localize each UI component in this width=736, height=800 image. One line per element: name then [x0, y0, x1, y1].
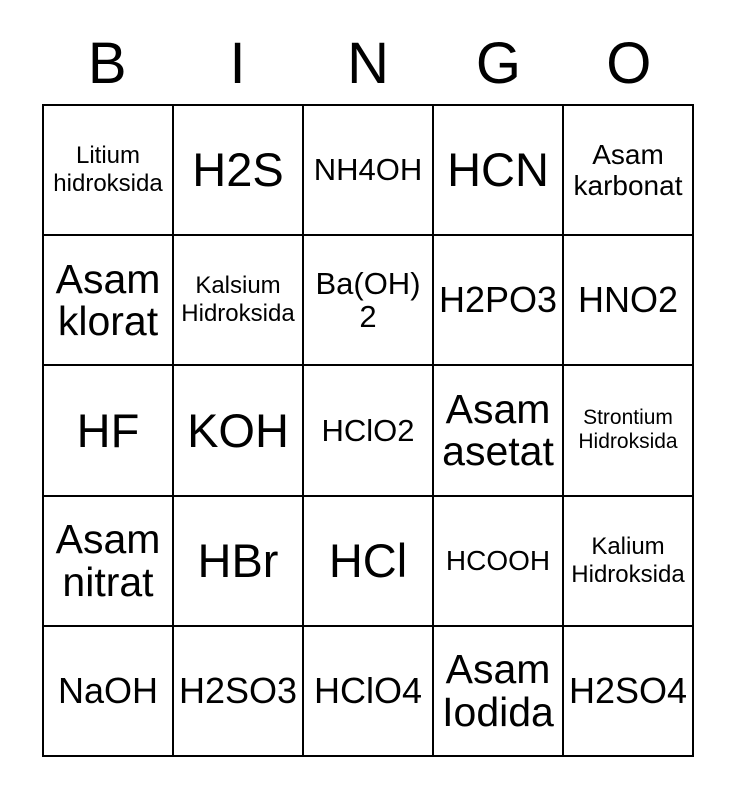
- bingo-cell-label: Ba(OH)2: [315, 265, 421, 335]
- bingo-cell-label: H2PO3: [438, 279, 558, 321]
- bingo-cell-g1[interactable]: [434, 106, 564, 236]
- bingo-cell-label: HNO2: [577, 279, 679, 321]
- bingo-cell-label: Litium hidroksida: [53, 142, 163, 198]
- header-letter-n: N: [347, 31, 389, 96]
- header-letter-g: G: [475, 31, 521, 96]
- bingo-cell-label: NaOH: [57, 669, 159, 711]
- bingo-cell-i3[interactable]: [174, 366, 304, 496]
- bingo-cell-n4[interactable]: [304, 497, 434, 627]
- header-letter-b: B: [87, 31, 127, 96]
- bingo-cell-label: H2S: [192, 143, 284, 197]
- bingo-cell-label: Strontium Hidroksida: [578, 405, 678, 454]
- bingo-cell-label: HCl: [328, 533, 408, 587]
- bingo-cell-label: H2SO4: [568, 669, 688, 711]
- bingo-cell-g5[interactable]: [434, 627, 564, 757]
- bingo-cell-label: HCN: [447, 143, 549, 197]
- bingo-cell-i2[interactable]: [174, 236, 304, 366]
- bingo-cell-label: H2SO3: [178, 669, 298, 711]
- bingo-cell-i4[interactable]: [174, 497, 304, 627]
- bingo-cell-b5[interactable]: [44, 627, 174, 757]
- bingo-cell-g4[interactable]: [434, 497, 564, 627]
- bingo-cell-n3[interactable]: [304, 366, 434, 496]
- bingo-cell-label: Asam klorat: [55, 255, 161, 345]
- bingo-cell-o2[interactable]: [564, 236, 694, 366]
- bingo-cell-n1[interactable]: [304, 106, 434, 236]
- bingo-cell-b3[interactable]: [44, 366, 174, 496]
- bingo-cell-label: Kalsium Hidroksida: [181, 272, 295, 328]
- bingo-cell-label: KOH: [187, 403, 289, 457]
- bingo-cell-label: Asam karbonat: [573, 138, 683, 202]
- bingo-cell-n5[interactable]: [304, 627, 434, 757]
- bingo-cell-label: Asam asetat: [442, 385, 554, 475]
- bingo-cell-label: NH4OH: [313, 152, 423, 188]
- bingo-cell-o4[interactable]: [564, 497, 694, 627]
- bingo-cell-i5[interactable]: [174, 627, 304, 757]
- header-letter-o: O: [606, 31, 652, 96]
- bingo-cell-label: HClO4: [313, 669, 423, 711]
- bingo-cell-g3[interactable]: [434, 366, 564, 496]
- bingo-grid: [42, 104, 694, 757]
- bingo-cell-label: HCOOH: [445, 545, 551, 577]
- bingo-cell-label: HClO2: [321, 412, 415, 448]
- bingo-cell-label: Kalium Hidroksida: [571, 532, 685, 588]
- bingo-cell-label: HF: [76, 403, 140, 457]
- bingo-cell-o1[interactable]: [564, 106, 694, 236]
- bingo-cell-o5[interactable]: [564, 627, 694, 757]
- bingo-cell-i1[interactable]: [174, 106, 304, 236]
- bingo-cell-b4[interactable]: [44, 497, 174, 627]
- bingo-cell-n2[interactable]: [304, 236, 434, 366]
- bingo-cell-label: HBr: [197, 533, 279, 587]
- bingo-cell-b2[interactable]: [44, 236, 174, 366]
- bingo-cell-b1[interactable]: [44, 106, 174, 236]
- header-letter-i: I: [229, 31, 246, 96]
- bingo-cell-label: Asam nitrat: [55, 516, 161, 605]
- bingo-cell-label: Asam Iodida: [442, 646, 554, 735]
- bingo-cell-o3[interactable]: [564, 366, 694, 496]
- bingo-cell-g2[interactable]: [434, 236, 564, 366]
- bingo-header-row: [42, 24, 694, 104]
